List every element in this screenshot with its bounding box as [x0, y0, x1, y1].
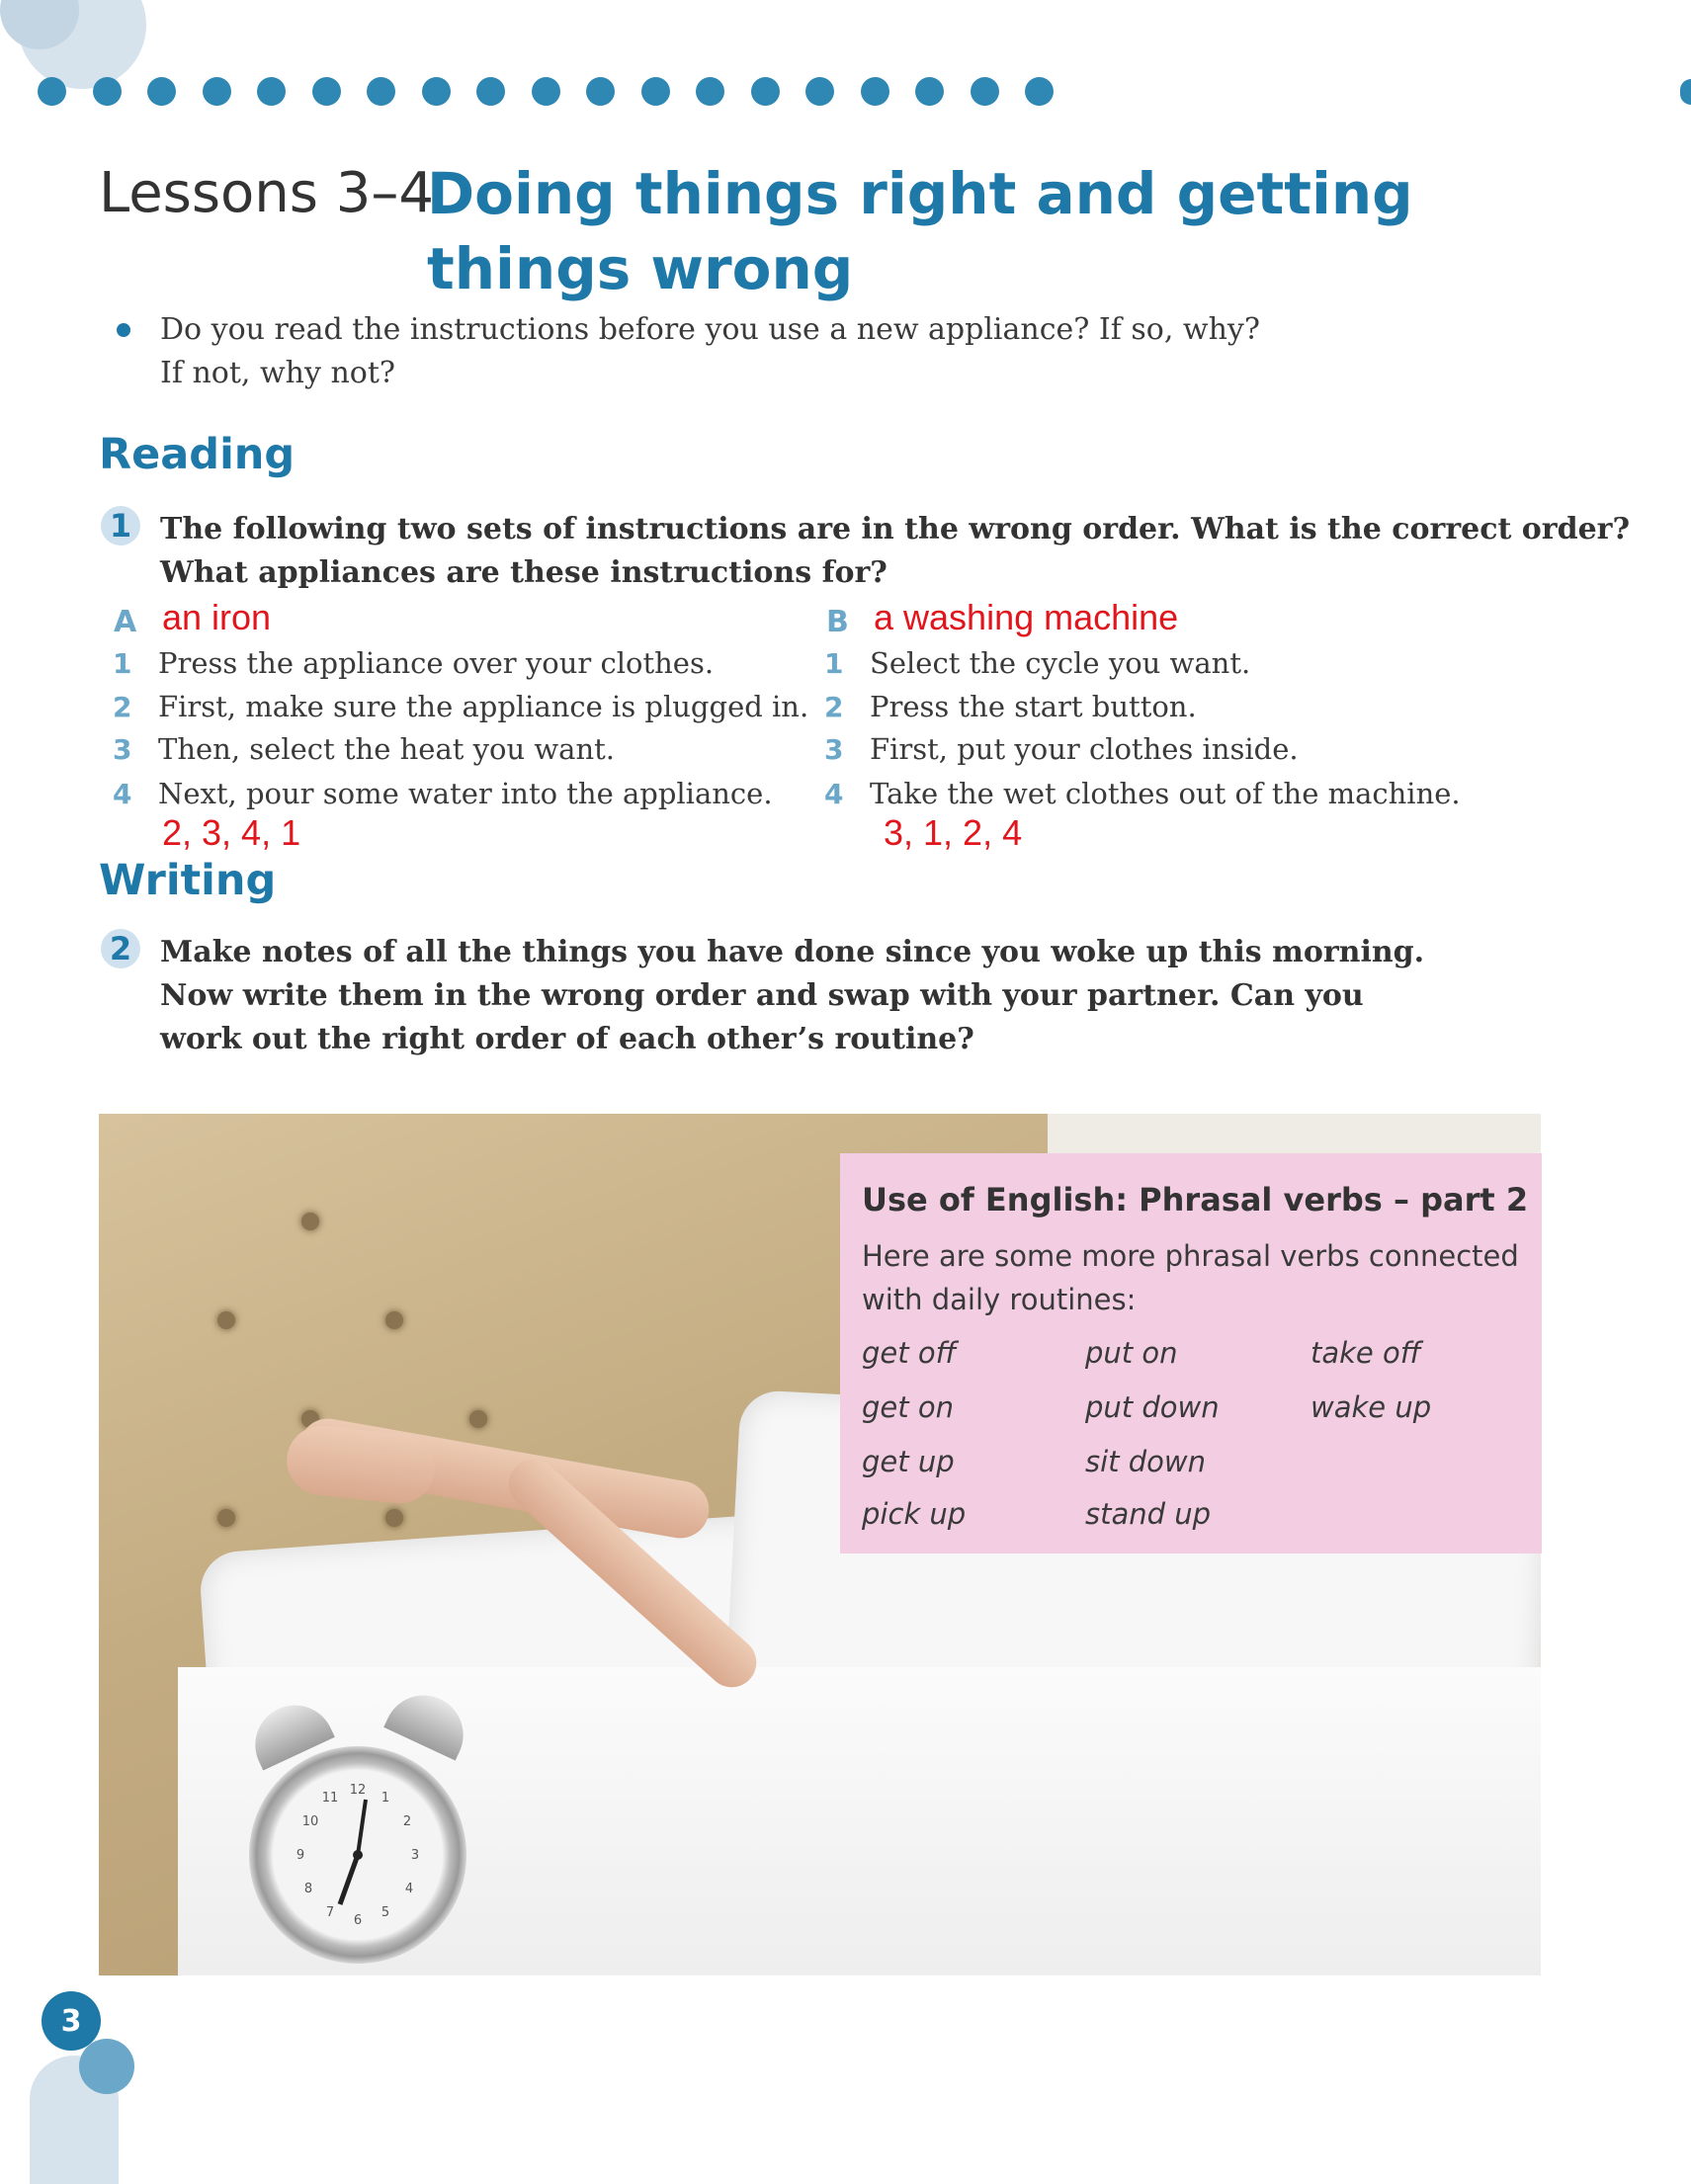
lessons-label: Lessons 3–4 — [99, 161, 435, 225]
intro-question-line2: If not, why not? — [160, 356, 396, 390]
clock-number: 8 — [303, 1882, 313, 1896]
alarm-clock — [249, 1746, 466, 1964]
set-b-order-answer: 3, 1, 2, 4 — [884, 812, 1023, 853]
page-title-line2: things wrong — [427, 235, 854, 302]
intro-question-line1: Do you read the instructions before you use a new appliance? If so, why? — [160, 312, 1260, 347]
clock-number: 12 — [349, 1783, 367, 1798]
reading-task-line2: What appliances are these instructions for? — [160, 555, 888, 590]
phrasal-verb: pick up — [862, 1497, 967, 1531]
decorative-circle-bottom-small — [79, 2039, 134, 2094]
phrasal-verb: take off — [1311, 1336, 1421, 1370]
page-title-line1: Doing things right and getting — [427, 160, 1413, 227]
phrasal-verb: wake up — [1311, 1390, 1432, 1424]
set-a-answer: an iron — [162, 597, 272, 637]
set-b-item-4: 4 Take the wet clothes out of the machine. — [824, 777, 1461, 810]
phrasal-verb: get on — [862, 1390, 954, 1424]
use-of-english-title: Use of English: Phrasal verbs – part 2 — [862, 1181, 1529, 1218]
clock-number: 11 — [321, 1791, 339, 1806]
set-b-item-2: 2 Press the start button. — [824, 690, 1197, 723]
set-a-item-1: 1 Press the appliance over your clothes. — [113, 646, 715, 680]
decorative-dot-row — [38, 77, 1054, 106]
clock-number: 7 — [325, 1905, 335, 1920]
clock-number: 5 — [380, 1905, 390, 1920]
phrasal-verb: stand up — [1085, 1497, 1212, 1531]
phrasal-verb: put on — [1085, 1336, 1178, 1370]
phrasal-verb: sit down — [1085, 1445, 1207, 1478]
set-b-letter: B — [826, 605, 849, 639]
set-a-item-2: 2 First, make sure the appliance is plugged in. — [113, 690, 809, 723]
clock-hour-hand — [340, 1855, 358, 1904]
phrasal-verb: put down — [1085, 1390, 1220, 1424]
set-a-item-4: 4 Next, pour some water into the appliance. — [113, 777, 773, 810]
set-b-answer: a washing machine — [874, 597, 1179, 637]
phrasal-verb: get up — [862, 1445, 955, 1478]
task-2-badge: 2 — [101, 929, 140, 968]
writing-task-line3: work out the right order of each other’s routine? — [160, 1022, 974, 1056]
writing-task-line2: Now write them in the wrong order and swap with your partner. Can you — [160, 978, 1364, 1013]
clock-number: 2 — [402, 1814, 412, 1829]
clock-number: 9 — [296, 1848, 305, 1863]
set-a-letter: A — [114, 605, 137, 639]
use-of-english-text-line1: Here are some more phrasal verbs connected — [862, 1239, 1519, 1273]
intro-bullet — [117, 323, 130, 337]
set-b-item-1: 1 Select the cycle you want. — [824, 646, 1251, 680]
task-1-badge: 1 — [101, 506, 140, 546]
clock-number: 6 — [353, 1913, 363, 1928]
set-b-item-3: 3 First, put your clothes inside. — [824, 732, 1299, 766]
writing-task-line1: Make notes of all the things you have done since you woke up this morning. — [160, 935, 1425, 969]
clock-number: 1 — [380, 1791, 390, 1806]
set-a-order-answer: 2, 3, 4, 1 — [162, 812, 301, 853]
set-a-item-3: 3 Then, select the heat you want. — [113, 732, 616, 766]
clock-face — [249, 1746, 466, 1964]
reading-heading: Reading — [99, 430, 296, 479]
clock-number: 10 — [301, 1814, 319, 1829]
use-of-english-text-line2: with daily routines: — [862, 1283, 1137, 1316]
clock-minute-hand — [358, 1800, 366, 1855]
phrasal-verb: get off — [862, 1336, 957, 1370]
clock-number: 3 — [410, 1848, 420, 1863]
page-number: 3 — [42, 1991, 101, 2051]
reading-task-line1: The following two sets of instructions are in the wrong order. What is the correct order? — [160, 512, 1631, 546]
decorative-edge-dot — [1680, 79, 1691, 105]
use-of-english-box — [840, 1153, 1542, 1554]
clock-number: 4 — [404, 1882, 414, 1896]
writing-heading: Writing — [99, 856, 277, 905]
